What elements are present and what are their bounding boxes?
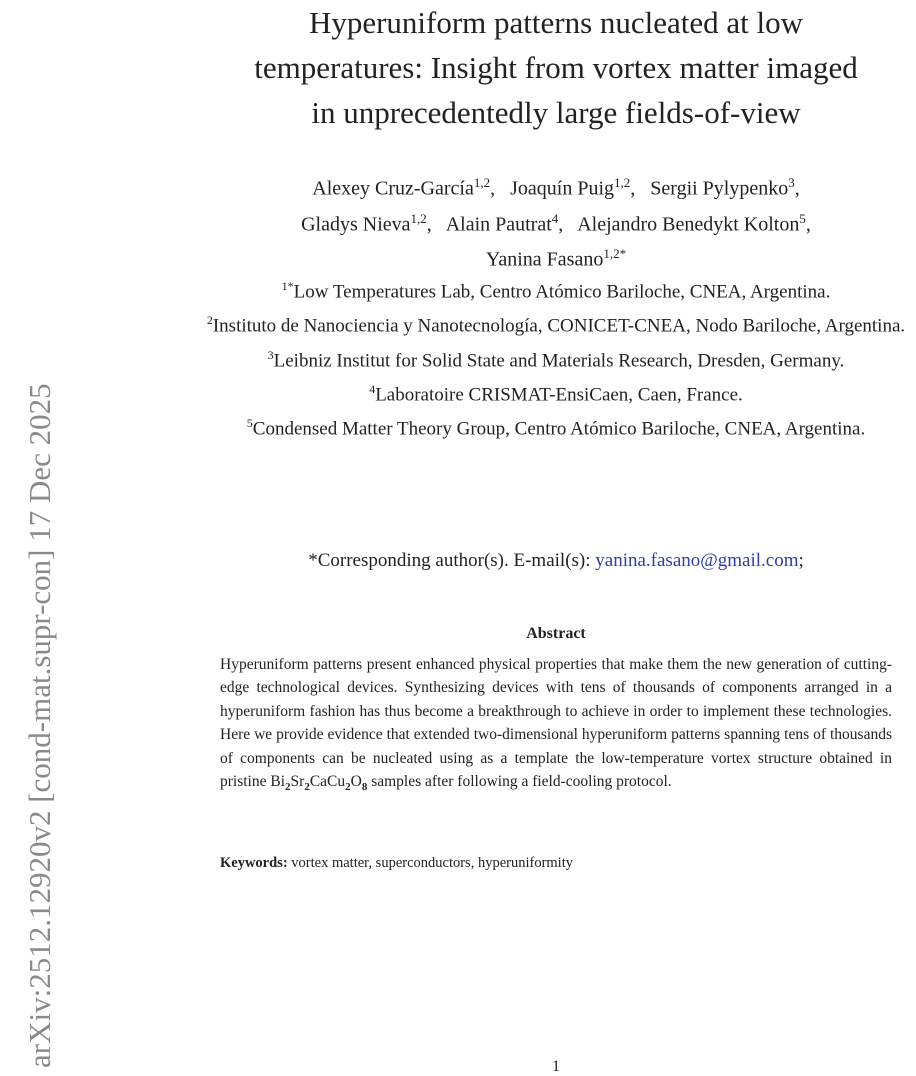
author-affil-sup: 1,2	[614, 175, 631, 190]
author-affil-sup: 1,2*	[603, 246, 627, 262]
author-list: Alexey Cruz-García$^{1,2}$, Joaquín Puig$^{1,2}$, Sergii Pylypenko$^3$, Gladys Nieva$^{1,2}$, Alain Pautrat$^4$, Alejandro Benedykt Kolton$^5$, Yanina Fasano$^{1,2*}$	[301, 175, 811, 271]
email-link[interactable]: yanina.fasano@gmail.com	[595, 550, 799, 571]
affiliation-sup: 4	[369, 381, 376, 396]
arxiv-stamp	[0, 0, 60, 1076]
affiliation-list	[196, 272, 916, 444]
formula-sub: 2	[345, 781, 351, 794]
author-name: Joaquín Puig	[510, 177, 615, 200]
author-affil-sup: 5	[799, 210, 806, 226]
author-affil-sup: 4	[551, 210, 559, 226]
affiliation	[196, 409, 916, 443]
paper-title	[196, 0, 916, 135]
abstract-text-after: samples after following a field-cooling protocol.	[367, 773, 672, 791]
abstract-text-before: Hyperuniform patterns present enhanced physical properties that make them the new generation of cutting-edge technological devices. Synthesizing devices with tens of thousands of components arranged in a hyperuniform fashion has thus become a breakthrough to achieve in order to implement these technologies. Here we provide evidence that extended two-dimensional hyperuniform patterns spanning tens of thousands of components can be nucleated using as a template the low-temperature vortex structure obtained in pristine	[220, 656, 892, 791]
formula-sub: 2	[285, 781, 291, 794]
corresponding-author	[196, 547, 916, 575]
abstract-heading: Abstract	[526, 625, 586, 642]
chemical-formula	[270, 773, 368, 794]
affiliation-text: Laboratoire CRISMAT-EnsiCaen, Caen, France.	[375, 384, 743, 406]
author-name: Sergii Pylypenko	[650, 177, 789, 200]
affiliation	[196, 375, 916, 409]
author-name: Gladys Nieva	[301, 213, 411, 236]
author-affil-sup: 3	[788, 175, 795, 190]
formula-part: CaCu	[309, 773, 346, 791]
author-name: Alexey Cruz-García	[312, 177, 474, 200]
title-line: in unprecedentedly large fields-of-view	[311, 95, 801, 130]
formula-sub: 8	[361, 781, 368, 794]
title-line: temperatures: Insight from vortex matter imaged	[254, 50, 858, 85]
keywords-text: vortex matter, superconductors, hyperuniformity	[287, 855, 573, 871]
corresponding-prefix: *Corresponding author(s). E-mail(s):	[308, 550, 596, 571]
affiliation	[196, 272, 916, 306]
author-name: Alejandro Benedykt Kolton	[577, 213, 800, 236]
abstract-text	[220, 653, 892, 800]
affiliation-text: Leibniz Institut for Solid State and Materials Research, Dresden, Germany.	[273, 349, 845, 371]
keywords-label: Keywords:	[220, 855, 288, 871]
affiliation-sup: 1*	[281, 279, 294, 293]
title-line: Hyperuniform patterns nucleated at low	[308, 5, 804, 40]
affiliation	[196, 306, 916, 340]
affiliation-text: Low Temperatures Lab, Centro Atómico Bariloche, CNEA, Argentina.	[293, 281, 831, 303]
keywords	[220, 855, 892, 872]
arxiv-stamp-text: arXiv:2512.12920v2 [cond-mat.supr-con] 17 Dec 2025	[22, 383, 57, 1068]
author-affil-sup: 1,2	[473, 175, 491, 190]
affiliation	[196, 341, 916, 375]
affiliation-sup: 5	[246, 416, 253, 431]
author-name: Alain Pautrat	[445, 213, 552, 236]
author-affil-sup: 1,2	[410, 210, 427, 226]
formula-part: Sr	[290, 773, 305, 791]
affiliation-sup: 2	[206, 313, 213, 328]
formula-part: Bi	[270, 773, 286, 791]
author-name: Yanina Fasano	[485, 248, 604, 271]
formula-sub: 2	[304, 781, 310, 794]
affiliation-sup: 3	[267, 347, 274, 362]
affiliation-text: Instituto de Nanociencia y Nanotecnología, CONICET-CNEA, Nodo Bariloche, Argentina.	[212, 315, 906, 337]
page-number: 1	[552, 1058, 560, 1075]
corresponding-suffix: ;	[798, 550, 804, 571]
affiliation-text: Condensed Matter Theory Group, Centro Atómico Bariloche, CNEA, Argentina.	[252, 418, 866, 440]
formula-part: O	[350, 773, 362, 791]
